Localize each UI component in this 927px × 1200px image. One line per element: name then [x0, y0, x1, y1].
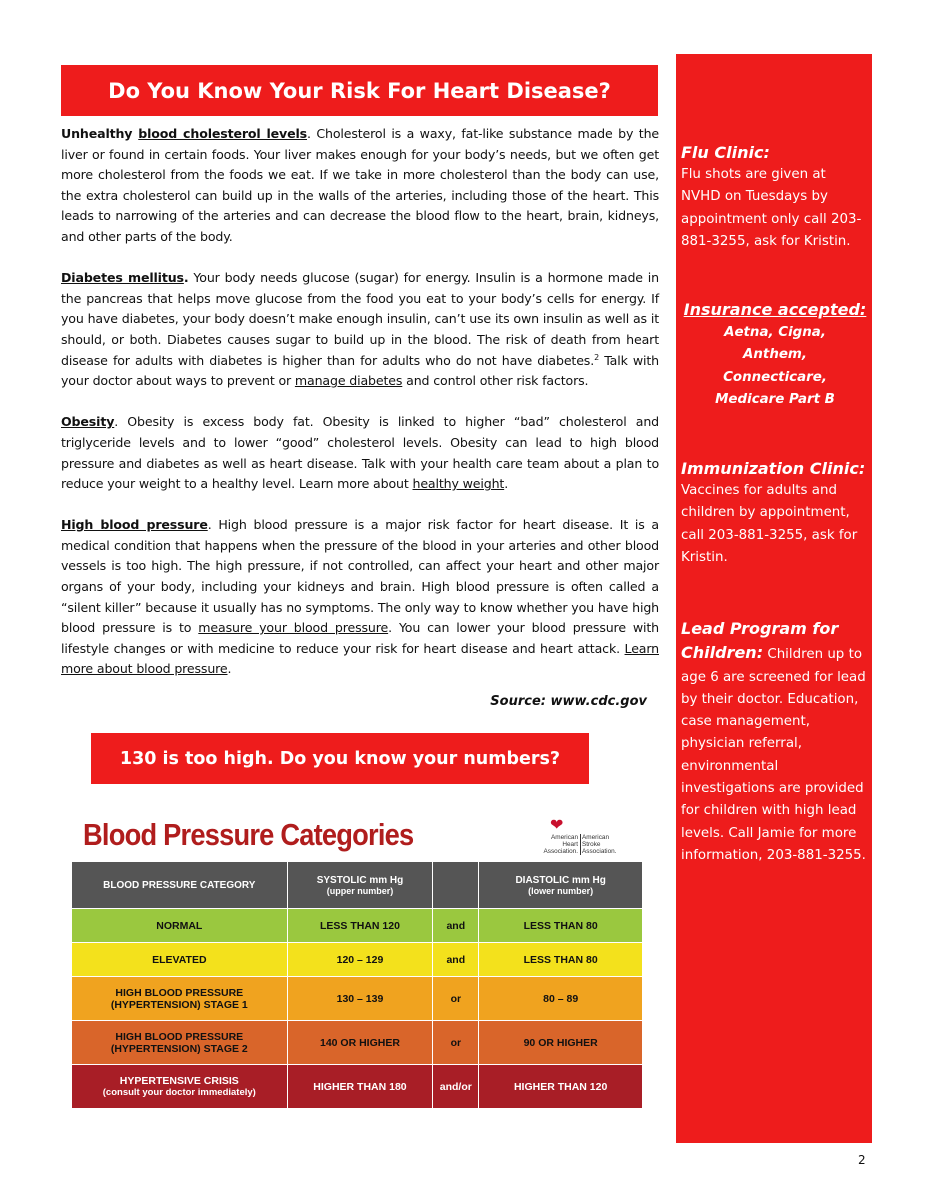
- insurance-heading: Insurance accepted:: [683, 300, 867, 319]
- source-credit: Source: www.cdc.gov: [490, 694, 647, 709]
- diabetes-paragraph: Diabetes mellitus. Your body needs glucose (sugar) for energy. Insulin is a hormone made in the pancreas that helps move glucose from the food you eat to your body’s cells for energy. If you have diabetes, your body doesn’t make enough insulin, can’t use its own insulin as well as it should, or both. Diabetes causes sugar to build up in the blood. The risk of death from heart disease for adults with diabetes is higher than for adults who do not have diabetes.$^2$ Talk with your doctor about ways to prevent or manage diabetes and control other risk factors.: [61, 270, 659, 389]
- table-row: [72, 943, 643, 977]
- numbers-heading: 130 is too high. Do you know your numbers?: [119, 748, 561, 769]
- join-cell: or: [433, 977, 479, 1021]
- sidebar: [676, 54, 872, 1143]
- table-row: [72, 1021, 643, 1065]
- immunization-section: [681, 458, 869, 569]
- numbers-heading-banner: [91, 733, 589, 784]
- healthy-weight-link[interactable]: healthy weight: [412, 476, 505, 492]
- logo-divider: [580, 834, 581, 855]
- category-cell: HIGH BLOOD PRESSURE (HYPERTENSION) STAGE 2: [72, 1021, 288, 1065]
- main-heading-banner: [61, 65, 658, 116]
- diastolic-cell: 80 – 89: [479, 977, 643, 1021]
- blood-pressure-heading: High blood pressure: [61, 517, 208, 533]
- join-cell: and/or: [433, 1065, 479, 1109]
- category-cell: ELEVATED: [72, 943, 288, 977]
- category-cell: NORMAL: [72, 909, 288, 943]
- bp-chart-title: Blood Pressure Categories: [83, 817, 414, 852]
- manage-diabetes-link[interactable]: manage diabetes: [294, 373, 403, 389]
- page-number: 2: [858, 1153, 866, 1167]
- heart-association-name: American Heart Association.: [543, 834, 578, 855]
- diastolic-cell: LESS THAN 80: [479, 909, 643, 943]
- flu-clinic-section: [681, 142, 869, 253]
- join-cell: and: [433, 943, 479, 977]
- immunization-text: Vaccines for adults and children by appointment, call 203-881-3255, ask for Kristin.: [681, 483, 858, 565]
- stroke-association-name: American Stroke Association.: [582, 834, 617, 855]
- diabetes-heading: Diabetes mellitus: [61, 270, 184, 286]
- diastolic-cell: HIGHER THAN 120: [479, 1065, 643, 1109]
- main-heading: Do You Know Your Risk For Heart Disease?: [108, 78, 611, 103]
- blood-cholesterol-link[interactable]: blood cholesterol levels: [138, 126, 308, 141]
- table-row: [72, 1065, 643, 1109]
- join-header: [433, 862, 479, 909]
- lead-program-heading: Lead Program for Children:: [681, 619, 839, 663]
- cholesterol-paragraph: Unhealthy blood cholesterol levels. Cholesterol is a waxy, fat-like substance made by the liver or found in certain foods. Your liver makes enough for your body’s needs, but we often get more cholesterol from the foods we eat. If we take in more cholesterol than the body can use, the extra cholesterol can build up in the walls of the arteries, including those of the heart. This leads to narrowing of the arteries and can decrease the blood flow to the heart, brain, kidneys, and other parts of the body.: [61, 126, 660, 244]
- lead-program-text: Children up to age 6 are screened for lead by their doctor. Education, case management, physician referral, environmental investigations are provided for children with high lead levels. Call Jamie for more information, 203-881-3255.: [681, 647, 866, 863]
- table-row: [72, 909, 643, 943]
- category-cell: HIGH BLOOD PRESSURE (HYPERTENSION) STAGE 1: [72, 977, 288, 1021]
- diastolic-cell: 90 OR HIGHER: [479, 1021, 643, 1065]
- learn-blood-pressure-link[interactable]: Learn more about blood pressure: [61, 640, 659, 677]
- lead-program-section: [681, 618, 869, 867]
- join-cell: and: [433, 909, 479, 943]
- systolic-cell: HIGHER THAN 180: [287, 1065, 433, 1109]
- diastolic-header: DIASTOLIC mm Hg (lower number): [479, 862, 643, 909]
- diastolic-cell: LESS THAN 80: [479, 943, 643, 977]
- systolic-header: SYSTOLIC mm Hg (upper number): [287, 862, 433, 909]
- join-cell: or: [433, 1021, 479, 1065]
- table-row: [72, 977, 643, 1021]
- aha-logo: [530, 818, 650, 860]
- measure-blood-pressure-link[interactable]: measure your blood pressure: [198, 620, 389, 636]
- flu-clinic-heading: Flu Clinic:: [681, 143, 770, 162]
- systolic-cell: 130 – 139: [287, 977, 433, 1021]
- systolic-cell: LESS THAN 120: [287, 909, 433, 943]
- footnote-marker: 2: [594, 352, 600, 362]
- immunization-heading: Immunization Clinic:: [681, 459, 866, 478]
- systolic-cell: 120 – 129: [287, 943, 433, 977]
- systolic-cell: 140 OR HIGHER: [287, 1021, 433, 1065]
- article-body: [61, 124, 659, 701]
- table-header-row: [72, 862, 643, 909]
- category-header: BLOOD PRESSURE CATEGORY: [72, 862, 288, 909]
- heart-torch-icon: ❤: [550, 817, 564, 834]
- insurance-section: Insurance accepted: Aetna, Cigna, Anthem, Connecticare, Medicare Part B: [681, 299, 869, 411]
- obesity-heading: Obesity: [61, 414, 115, 430]
- obesity-paragraph: Obesity. Obesity is excess body fat. Obesity is linked to higher “bad” cholesterol and triglyceride levels and to lower “good” cholesterol levels. Obesity can lead to high blood pressure and diabetes as well as heart disease. Talk with your health care team about a plan to reduce your weight to a healthy level. Learn more about healthy weight.: [61, 414, 659, 492]
- blood-pressure-paragraph: High blood pressure. High blood pressure is a major risk factor for heart disease. It is a medical condition that happens when the pressure of the blood in your arteries and other blood vessels is too high. The high pressure, if not controlled, can affect your heart and other major organs of your body, including your kidneys and brain. High blood pressure is often called a “silent killer” because it usually has no symptoms. The only way to know whether you have high blood pressure is to measure your blood pressure. You can lower your blood pressure with lifestyle changes or with medicine to reduce your risk for heart disease and heart attack. Learn more about blood pressure.: [61, 517, 659, 677]
- bp-categories-table: [71, 861, 643, 1109]
- flu-clinic-text: Flu shots are given at NVHD on Tuesdays by appointment only call 203-881-3255, ask for Kristin.: [681, 167, 862, 249]
- category-cell: HYPERTENSIVE CRISIS (consult your doctor immediately): [72, 1065, 288, 1109]
